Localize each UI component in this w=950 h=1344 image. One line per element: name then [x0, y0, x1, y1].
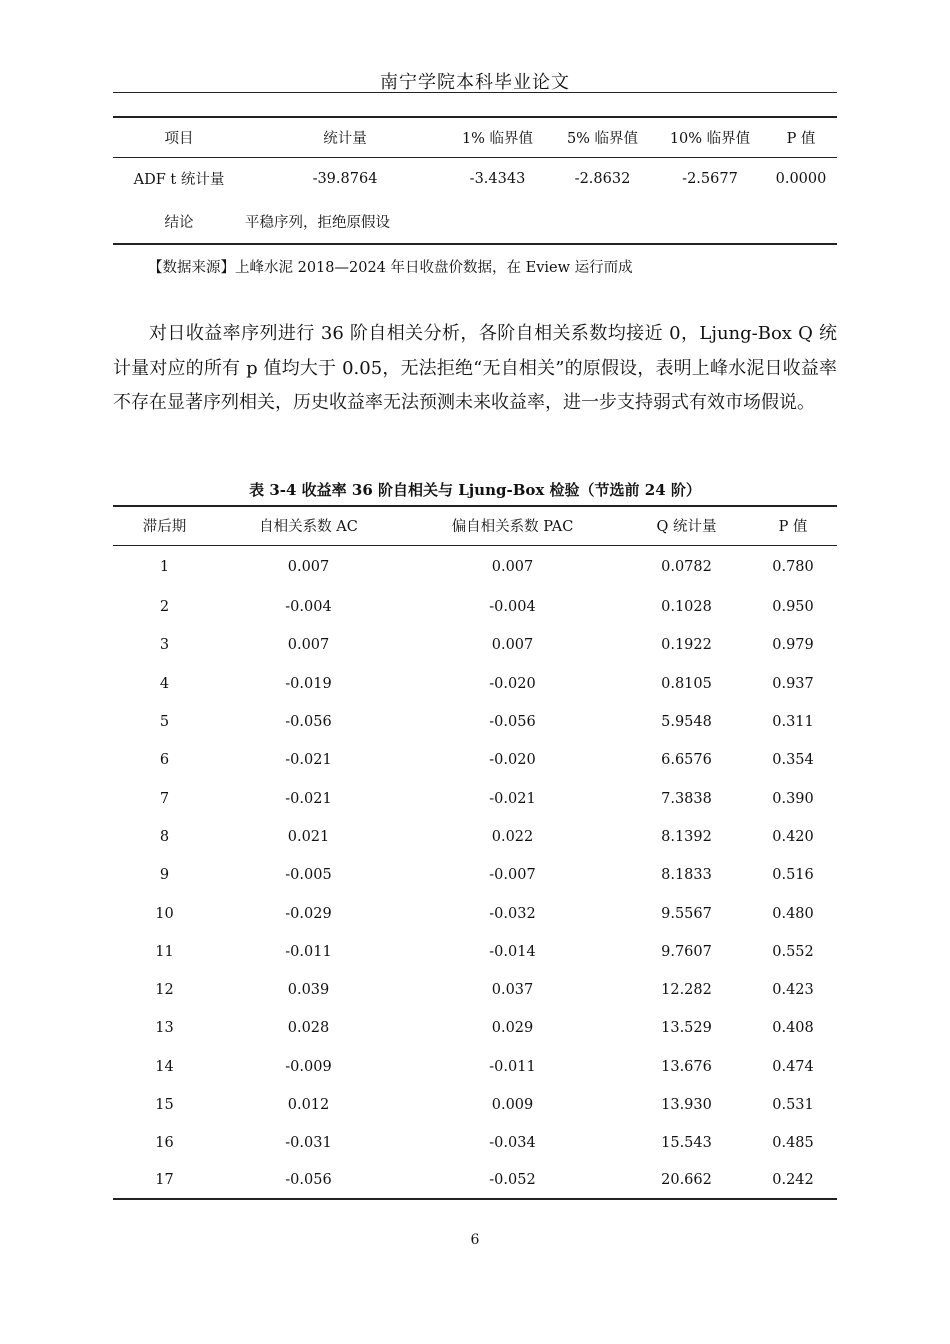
table-cell: 0.423	[772, 982, 814, 999]
table-row	[113, 1048, 837, 1086]
table-cell: -0.029	[285, 905, 332, 922]
adf-cell: -39.8764	[312, 170, 378, 187]
table-cell: 0.039	[287, 982, 330, 999]
table-cell: 13.676	[661, 1058, 712, 1075]
table-cell: 13.930	[661, 1097, 712, 1113]
table-cell: 10	[155, 905, 174, 922]
table-cell: 8.1833	[661, 867, 712, 884]
table-cell: -0.056	[285, 1172, 332, 1189]
conclusion-label: 结论	[164, 215, 194, 231]
table-cell: 4	[159, 675, 170, 692]
autocorrelation-table	[113, 505, 837, 1200]
table-cell: 1	[159, 558, 170, 575]
table-cell: 0.780	[772, 558, 814, 575]
table-row	[113, 703, 837, 741]
table-cell: 6.6576	[661, 752, 712, 769]
table-row	[113, 971, 837, 1009]
table-row	[113, 665, 837, 703]
conclusion-value: 平稳序列，拒绝原假设	[245, 215, 390, 231]
table-cell: 12	[155, 982, 174, 999]
table-cell: 0.1028	[661, 599, 712, 616]
table-row	[113, 933, 837, 971]
table-row	[113, 1009, 837, 1047]
acf-col-pac: 偏自相关系数 PAC	[401, 506, 624, 545]
table-cell: 0.021	[287, 828, 330, 845]
adf-cell: -2.8632	[574, 170, 631, 187]
table-cell: 0.485	[772, 1135, 814, 1152]
table-cell: -0.011	[489, 1058, 536, 1075]
table-cell: 20.662	[661, 1172, 712, 1189]
table-cell: 0.311	[772, 714, 814, 731]
table-cell: 13.529	[661, 1020, 712, 1037]
table-row	[113, 1086, 837, 1124]
table-cell: -0.014	[489, 943, 536, 960]
table-cell: 9	[159, 867, 170, 884]
acf-table-body	[113, 545, 837, 1199]
table-cell: 0.029	[491, 1020, 534, 1037]
adf-data-row	[113, 157, 837, 200]
table-row	[113, 741, 837, 779]
table-cell: 0.552	[772, 943, 814, 960]
adf-col-pvalue: P 值	[765, 117, 837, 157]
table-cell: 9.7607	[661, 943, 712, 960]
adf-col-cv1: 1% 临界值	[445, 117, 550, 157]
table-cell: -0.019	[285, 675, 332, 692]
table-cell: -0.004	[489, 599, 536, 616]
page-header-title: 南宁学院本科毕业论文	[380, 72, 570, 93]
acf-col-lag: 滞后期	[113, 506, 216, 545]
table-cell: 0.007	[491, 558, 534, 575]
table-cell: 0.007	[287, 637, 330, 654]
table-cell: 0.531	[772, 1097, 814, 1113]
table-cell: 5.9548	[661, 714, 712, 731]
table-cell: -0.021	[285, 752, 332, 769]
adf-header-row	[113, 117, 837, 157]
body-paragraph: 对日收益率序列进行 36 阶自相关分析，各阶自相关系数均接近 0，Ljung-Box Q 统计量对应的所有 p 值均大于 0.05，无法拒绝“无自相关”的原假设，表明上峰水泥日收益率不存在显著序列相关，历史收益率无法预测未来收益率，进一步支持弱式有效市场假说。	[113, 323, 837, 413]
table-cell: 0.009	[491, 1097, 534, 1113]
table-cell: 0.937	[772, 675, 814, 692]
table-cell: 13	[155, 1020, 174, 1037]
table-cell: 0.007	[287, 558, 330, 575]
table-cell: 14	[155, 1058, 174, 1075]
table-cell: -0.056	[489, 714, 536, 731]
table-cell: 7	[159, 790, 170, 807]
adf-cell: 0.0000	[775, 170, 827, 187]
table-cell: 0.950	[772, 599, 814, 616]
table-cell: 0.037	[491, 982, 534, 999]
table-cell: -0.021	[489, 790, 536, 807]
table-cell: 16	[155, 1135, 174, 1152]
table-cell: 6	[159, 752, 170, 769]
table-cell: 7.3838	[661, 790, 712, 807]
table-cell: 0.007	[491, 637, 534, 654]
header-rule	[113, 92, 837, 93]
table-cell: -0.004	[285, 599, 332, 616]
page-number: 6	[470, 1232, 480, 1248]
adf-col-statistic: 统计量	[245, 117, 445, 157]
table-cell: 0.0782	[661, 558, 712, 575]
table-cell: 8.1392	[661, 828, 712, 845]
table-cell: -0.009	[285, 1058, 332, 1075]
adf-test-table	[113, 116, 837, 245]
table-row	[113, 1124, 837, 1162]
table-cell: 2	[159, 599, 170, 616]
acf-col-ac: 自相关系数 AC	[216, 506, 401, 545]
table-cell: 0.8105	[661, 675, 712, 692]
table-row	[113, 1162, 837, 1199]
adf-cell: ADF t 统计量	[133, 172, 225, 189]
table-cell: -0.021	[285, 790, 332, 807]
table-cell: 11	[155, 943, 174, 960]
table-row	[113, 894, 837, 932]
table-cell: -0.031	[285, 1135, 332, 1152]
table-cell: 0.028	[287, 1020, 330, 1037]
adf-col-cv5: 5% 临界值	[550, 117, 655, 157]
adf-col-item: 项目	[113, 117, 245, 157]
table-cell: 0.390	[772, 790, 814, 807]
table-cell: 0.022	[491, 828, 534, 845]
table-cell: 9.5567	[661, 905, 712, 922]
data-source-note: 【数据来源】上峰水泥 2018—2024 年日收盘价数据，在 Eview 运行而成	[148, 260, 633, 276]
table-cell: 0.012	[287, 1097, 330, 1113]
table-cell: 0.242	[772, 1172, 814, 1189]
table-cell: 0.474	[772, 1058, 814, 1075]
adf-cell: -2.5677	[682, 170, 738, 187]
table-cell: 0.979	[772, 637, 814, 654]
acf-col-p: P 值	[749, 506, 837, 545]
table-row	[113, 779, 837, 817]
table-cell: 5	[159, 714, 170, 731]
table-cell: 3	[159, 637, 170, 654]
table-cell: -0.034	[489, 1135, 536, 1152]
table-cell: 0.480	[772, 905, 814, 922]
table-cell: 15.543	[661, 1135, 712, 1152]
table-cell: 0.516	[772, 867, 814, 884]
table-row	[113, 545, 837, 588]
table-cell: -0.052	[489, 1172, 536, 1189]
table-cell: -0.020	[489, 752, 536, 769]
table-cell: -0.011	[285, 943, 332, 960]
table-cell: -0.032	[489, 905, 536, 922]
table-cell: -0.005	[285, 867, 332, 884]
table-cell: 8	[159, 828, 170, 845]
acf-header-row	[113, 506, 837, 545]
table-cell: 12.282	[661, 982, 712, 999]
adf-conclusion-row	[113, 200, 837, 244]
table-cell: -0.020	[489, 675, 536, 692]
table-cell: 0.354	[772, 752, 814, 769]
table-cell: 0.408	[772, 1020, 814, 1037]
table-cell: -0.056	[285, 714, 332, 731]
table-row	[113, 626, 837, 664]
acf-col-q: Q 统计量	[624, 506, 749, 545]
table-caption: 表 3-4 收益率 36 阶自相关与 Ljung-Box 检验（节选前 24 阶）	[249, 481, 701, 499]
table-cell: 0.1922	[661, 637, 712, 654]
adf-col-cv10: 10% 临界值	[655, 117, 765, 157]
table-row	[113, 818, 837, 856]
table-row	[113, 588, 837, 626]
table-cell: -0.007	[489, 867, 536, 884]
table-row	[113, 856, 837, 894]
table-cell: 17	[155, 1172, 174, 1189]
table-cell: 0.420	[772, 828, 814, 845]
adf-cell: -3.4343	[469, 170, 526, 187]
table-cell: 15	[155, 1097, 174, 1113]
